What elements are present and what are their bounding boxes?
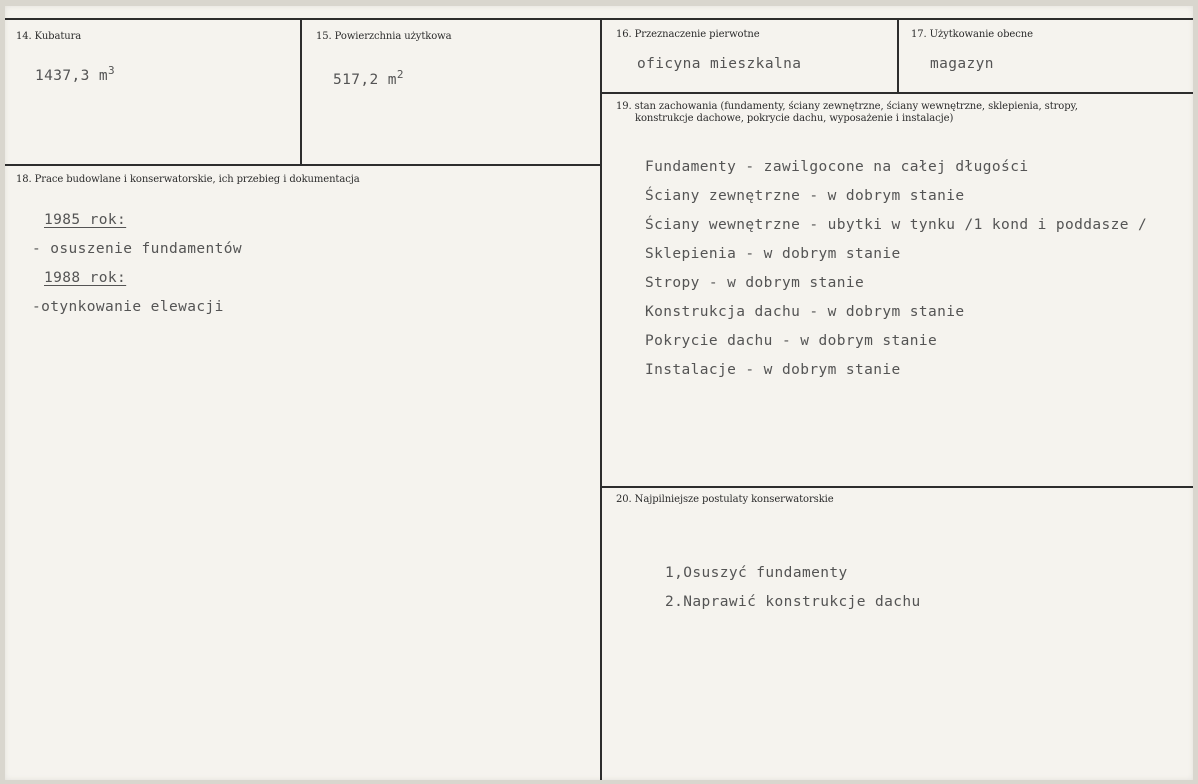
field-17-label: 17. Użytkowanie obecne (911, 29, 1033, 40)
field-19-line-8: Instalacje - w dobrym stanie (645, 362, 901, 378)
field-16-label: 16. Przeznaczenie pierwotne (616, 29, 760, 40)
top-rule (5, 18, 1193, 20)
field-19-line-6: Konstrukcja dachu - w dobrym stanie (645, 304, 965, 320)
divider-16-17 (897, 18, 899, 93)
field-20-label: 20. Najpilniejsze postulaty konserwatorskie (616, 494, 834, 505)
field-17-value: magazyn (930, 56, 994, 72)
field-19-line-3: Ściany wewnętrzne - ubytki w tynku /1 kond i poddasze / (645, 217, 1148, 233)
powierzchnia-unit-exponent: 2 (396, 68, 404, 81)
field-19-line-7: Pokrycie dachu - w dobrym stanie (645, 333, 938, 349)
kubatura-unit-exponent: 3 (108, 64, 116, 77)
field-19-line-4: Sklepienia - w dobrym stanie (645, 246, 901, 262)
field-19-line-5: Stropy - w dobrym stanie (645, 275, 865, 291)
field-18-line-4: -otynkowanie elewacji (32, 299, 224, 315)
field-20-line-1: 1,Osuszyć fundamenty (665, 565, 848, 581)
field-18-line-2: - osuszenie fundamentów (32, 241, 242, 257)
field-18-line-1: 1985 rok: (44, 212, 127, 228)
field-19-line-1: Fundamenty - zawilgocone na całej długości (645, 159, 1029, 175)
field-16-value: oficyna mieszkalna (637, 56, 802, 72)
field-15-label: 15. Powierzchnia użytkowa (316, 31, 452, 42)
field-18-line-3: 1988 rok: (44, 270, 127, 286)
field-20-line-2: 2.Naprawić konstrukcje dachu (665, 594, 921, 610)
field-19-label-line-2: konstrukcje dachowe, pokrycie dachu, wyposażenie i instalacje) (635, 113, 954, 124)
field-19-label-line-1: 19. stan zachowania (fundamenty, ściany zewnętrzne, ściany wewnętrzne, sklepienia, stropy, (616, 101, 1078, 112)
field-15-value (333, 68, 404, 88)
kubatura-value: 1437,3 m (35, 67, 109, 84)
rule-below-row1-left (5, 164, 600, 166)
field-18-label: 18. Prace budowlane i konserwatorskie, ich przebieg i dokumentacja (16, 174, 360, 185)
powierzchnia-value: 517,2 m (333, 71, 397, 88)
field-14-value (35, 64, 115, 84)
center-divider (600, 18, 602, 780)
rule-above-field20 (600, 486, 1193, 488)
field-14-label: 14. Kubatura (16, 31, 82, 42)
divider-14-15 (300, 18, 302, 165)
field-19-line-2: Ściany zewnętrzne - w dobrym stanie (645, 188, 965, 204)
record-card (5, 6, 1193, 780)
